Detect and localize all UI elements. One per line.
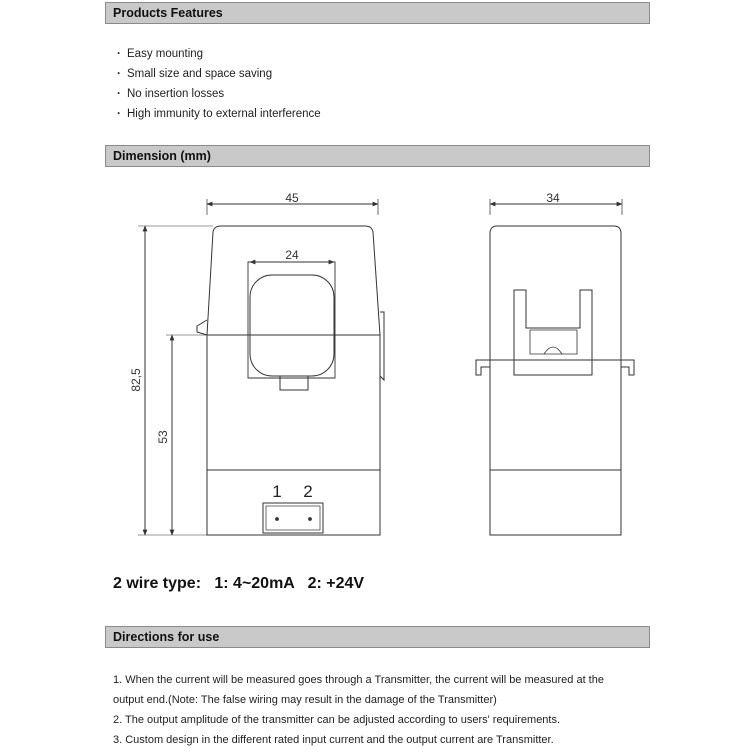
direction-line: output end.(Note: The false wiring may result in the damage of the Transmitter): [113, 694, 497, 706]
directions-title: Directions for use: [113, 630, 220, 644]
feature-item: · High immunity to external interference: [117, 106, 321, 126]
dimension-height-total: 82,5: [129, 368, 143, 392]
directions-header: [105, 626, 650, 648]
direction-line: 1. When the current will be measured goes through a Transmitter, the current will be measured at the: [113, 674, 604, 686]
dimension-title: Dimension (mm): [113, 149, 211, 163]
front-view: [138, 199, 384, 535]
dimension-width-front: 45: [285, 191, 299, 205]
side-view: [476, 199, 634, 535]
feature-item: · Small size and space saving: [117, 66, 321, 86]
terminal-label-1: 1: [272, 482, 282, 501]
dimension-width-side: 34: [546, 191, 560, 205]
direction-line: 3. Custom design in the different rated input current and the output current are Transmitter.: [113, 734, 554, 746]
dimension-height-body: 53: [156, 430, 170, 444]
products-features-title: Products Features: [113, 6, 223, 20]
wire-type-spec: 2 wire type: 1: 4~20mA 2: +24V: [113, 575, 365, 592]
directions-text: [113, 670, 653, 750]
dimension-window-width: 24: [285, 248, 299, 262]
feature-item: · No insertion losses: [117, 86, 321, 106]
direction-line: 2. The output amplitude of the transmitter can be adjusted according to users' requirements.: [113, 714, 561, 726]
terminal-label-2: 2: [303, 482, 313, 501]
feature-item: · Easy mounting: [117, 46, 321, 66]
